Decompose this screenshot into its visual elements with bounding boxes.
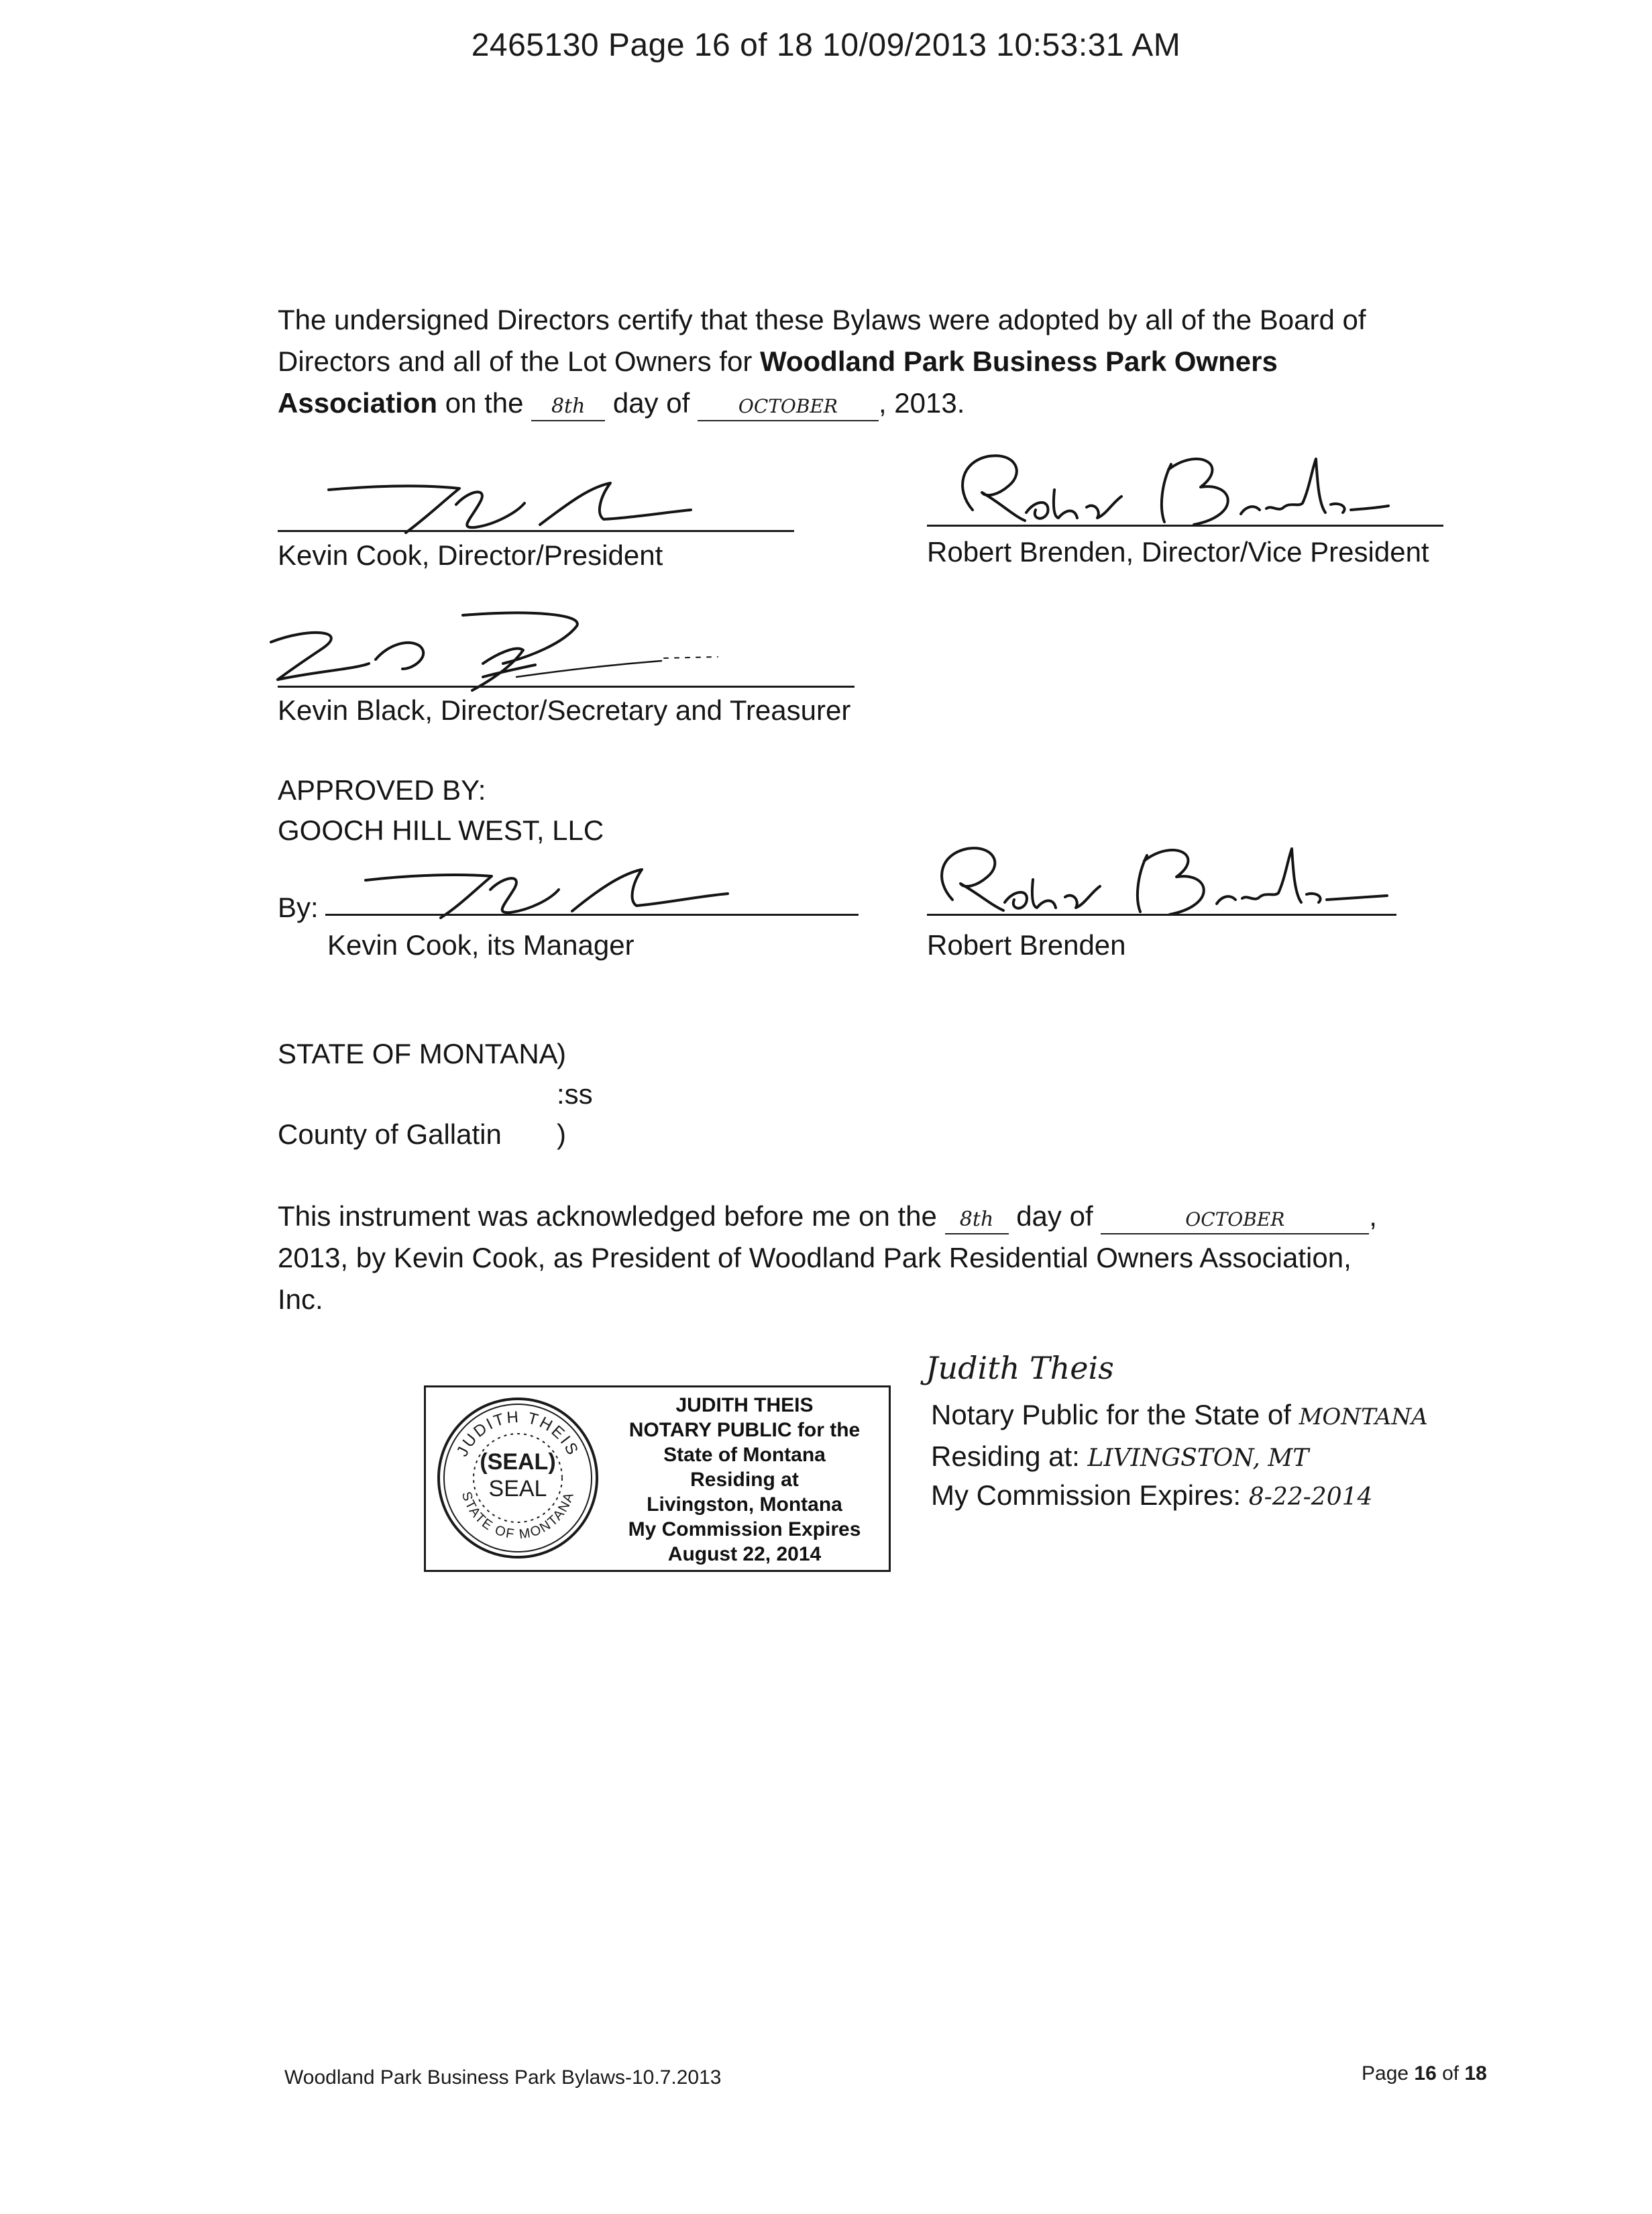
kevin-cook-signature-line: [278, 530, 794, 532]
footer-page-of: of: [1436, 2062, 1465, 2085]
footer-document-title: Woodland Park Business Park Bylaws-10.7.2013: [284, 2066, 722, 2089]
stamp-line-expires-label: My Commission Expires: [628, 1518, 861, 1540]
certification-day-blank: 8th: [531, 393, 605, 421]
robert-brenden-signature-line: [927, 525, 1443, 527]
notary-signature: Judith Theis: [926, 1350, 1114, 1386]
association-name-part-2: Association: [278, 387, 438, 419]
recording-stamp-header: 2465130 Page 16 of 18 10/09/2013 10:53:31 AM: [471, 28, 1181, 63]
notary-expires-label: My Commission Expires:: [931, 1479, 1249, 1511]
kevin-cook-manager-signature: [352, 853, 728, 920]
notary-stamp-text: [607, 1393, 882, 1567]
seal-center-text-2: SEAL: [488, 1476, 547, 1501]
certification-line-3: [278, 382, 1366, 424]
notary-residing-label: Residing at:: [931, 1440, 1088, 1472]
seal-top-text: JUDITH THEIS: [453, 1408, 583, 1460]
certification-line-2: [278, 341, 1366, 382]
notary-residing-value: LIVINGSTON, MT: [1087, 1444, 1309, 1472]
kevin-cook-manager-caption: Kevin Cook, its Manager: [327, 929, 635, 961]
kevin-black-signature-line: [278, 686, 855, 688]
state-of-montana-venue: STATE OF MONTANA: [278, 1038, 558, 1069]
robert-brenden-approval-caption: Robert Brenden: [927, 929, 1126, 961]
footer-page-current: 16: [1414, 2062, 1437, 2085]
certification-line-2-prefix: Directors and all of the Lot Owners for: [278, 346, 760, 377]
venue-paren-1: ): [557, 1038, 566, 1069]
certification-line-1: The undersigned Directors certify that these Bylaws were adopted by all of the Board of: [278, 304, 1366, 335]
robert-brenden-approval-line: [927, 914, 1396, 916]
acknowledgment-day-of-text: day of: [1008, 1200, 1101, 1232]
acknowledgment-line-1-prefix: This instrument was acknowledged before me on the: [278, 1200, 945, 1232]
acknowledgment-line-1: [278, 1196, 1377, 1237]
manager-signature-line: [325, 914, 859, 916]
stamp-line-title: NOTARY PUBLIC for the: [628, 1419, 861, 1441]
notary-public-label: Notary Public for the State of: [931, 1399, 1299, 1430]
kevin-black-caption: Kevin Black, Director/Secretary and Treasurer: [278, 694, 851, 726]
acknowledgment-comma: ,: [1369, 1200, 1377, 1232]
footer-page-prefix: Page: [1362, 2062, 1415, 2085]
on-the-text: on the: [437, 387, 532, 419]
certification-month-blank: OCTOBER: [698, 393, 879, 421]
notary-stamp: [424, 1385, 891, 1572]
gooch-hill-west-entity: GOOCH HILL WEST, LLC: [278, 814, 604, 846]
stamp-line-name: JUDITH THEIS: [675, 1394, 814, 1416]
approved-by-heading: APPROVED BY:: [278, 774, 486, 806]
seal-bottom-text: STATE OF MONTANA: [458, 1489, 577, 1542]
certification-paragraph: [278, 299, 1366, 424]
kevin-cook-signature: [315, 463, 691, 537]
acknowledgment-paragraph: [278, 1196, 1377, 1320]
county-of-gallatin-venue: County of Gallatin: [278, 1118, 502, 1150]
footer-page-total: 18: [1464, 2062, 1487, 2085]
kevin-cook-caption: Kevin Cook, Director/President: [278, 539, 663, 571]
year-suffix-text: , 2013.: [878, 387, 965, 419]
stamp-line-state: State of Montana: [663, 1444, 826, 1466]
stamp-line-residing-label: Residing at: [690, 1469, 799, 1491]
venue-paren-2: ): [557, 1118, 566, 1150]
acknowledgment-month-blank: OCTOBER: [1101, 1206, 1369, 1234]
acknowledgment-line-3: Inc.: [278, 1283, 323, 1315]
notary-seal-icon: [434, 1394, 602, 1562]
notary-expires-value: 8-22-2014: [1248, 1483, 1373, 1511]
acknowledgment-day-blank: 8th: [945, 1206, 1009, 1234]
by-label: By:: [278, 892, 319, 923]
association-name-part-1: Woodland Park Business Park Owners: [759, 346, 1278, 377]
notary-state-value: MONTANA: [1299, 1404, 1428, 1430]
stamp-line-residing-value: Livingston, Montana: [647, 1493, 842, 1516]
kevin-black-signature: [262, 607, 718, 694]
acknowledgment-line-2: 2013, by Kevin Cook, as President of Woodland Park Residential Owners Association,: [278, 1242, 1352, 1273]
robert-brenden-approval-signature: [926, 835, 1388, 922]
day-of-text: day of: [605, 387, 698, 419]
footer-page-number: [1362, 2062, 1487, 2085]
seal-center-text-1: (SEAL): [480, 1449, 556, 1475]
venue-ss: :ss: [557, 1078, 593, 1110]
robert-brenden-caption: Robert Brenden, Director/Vice President: [927, 536, 1429, 568]
notary-public-line: [931, 1394, 1428, 1438]
stamp-line-expires-value: August 22, 2014: [667, 1543, 822, 1565]
robert-brenden-signature: [946, 443, 1388, 537]
notary-residing-line: [931, 1436, 1309, 1479]
notary-expires-line: [931, 1475, 1372, 1518]
